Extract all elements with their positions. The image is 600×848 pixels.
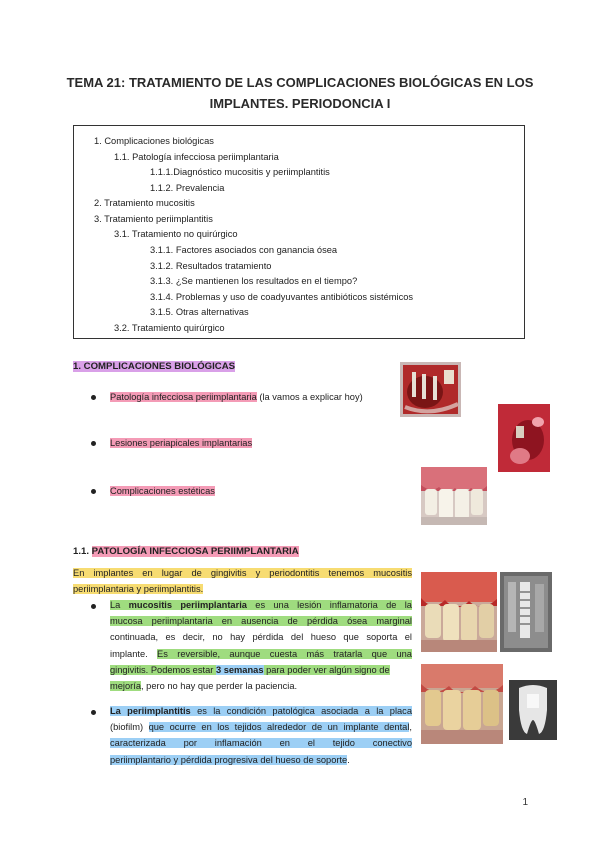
toc-item: 3.1. Tratamiento no quirúrgico [114,229,238,239]
title-line-2: IMPLANTES. PERIODONCIA I [209,96,391,111]
bullet-dot [91,710,96,715]
surgical-photo [400,362,461,417]
toc-item: 3.1.1. Factores asociados con ganancia ósea [150,245,338,255]
intro-paragraph: En implantes en lugar de gingivitis y periodontitis tenemos mucositis periimplantaria y periimplantitis. [73,568,412,595]
bullet-item: Patología infecciosa periimplantaria (la vamos a explicar hoy) [110,392,363,402]
section-heading-1-1: 1.1. PATOLOGÍA INFECCIOSA PERIIMPLANTARIA [73,546,299,557]
toc-item: 3.1.4. Problemas y uso de coadyuvantes antibióticos sistémicos [150,292,414,302]
toc-item: 1.1.2. Prevalencia [150,183,225,193]
xray-implant-photo [500,572,552,652]
toc-item: 1.1.1.Diagnóstico mucositis y periimplantitis [150,167,330,177]
toc-item: 3.1.5. Otras alternativas [150,307,249,317]
toc-item: 1. Complicaciones biológicas [94,136,214,146]
mucositis-photo [421,572,497,652]
toc-item: 3.2. Tratamiento quirúrgico [114,323,225,333]
table-of-contents [73,125,525,339]
bullet-dot [91,441,96,446]
toc-item: 3. Tratamiento periimplantitis [94,214,213,224]
title-line-1: TEMA 21: TRATAMIENTO DE LAS COMPLICACIONES BIOLÓGICAS EN LOS [66,75,534,90]
aesthetic-teeth-photo [421,467,487,525]
toc-item: 1.1. Patología infecciosa periimplantaria [114,152,279,162]
toc-item: 3.1.2. Resultados tratamiento [150,261,272,271]
bullet-dot [91,395,96,400]
bullet-item: Lesiones periapicales implantarias [110,438,253,448]
toc-item: 3.1.3. ¿Se mantienen los resultados en el tiempo? [150,276,358,286]
periimplantitis-photo [421,664,503,744]
toc-item: 2. Tratamiento mucositis [94,198,195,208]
gingiva-photo [498,404,550,472]
bullet-dot [91,489,96,494]
bullet-item: Complicaciones estéticas [110,486,215,496]
periimplantitis-paragraph: La periimplantitis es la condición patológica asociada a la placa (biofilm) que ocurre en los tejidos alrededor de un implante dental, caracterizada por inflamación en el tejido conectivo periimplantario y pérdida progresiva del hueso de soporte. [110,706,412,765]
section-heading-1: 1. COMPLICACIONES BIOLÓGICAS [73,361,236,372]
page-number: 1 [522,797,528,808]
bullet-dot [91,604,96,609]
document-title [60,72,540,114]
mucositis-paragraph: La mucositis periimplantaria es una lesión inflamatoria de la mucosa periimplantaria en ausencia de pérdida ósea marginal continuada, es decir, no hay pérdida del hueso que soporta el implante. Es reversible, aunque cuesta más tratarla que una gingivitis. Podemos estar 3 semanas para poder ver algún signo de mejoría, pero no hay que perder la paciencia. [110,600,412,692]
xray-tooth-photo [509,680,557,740]
